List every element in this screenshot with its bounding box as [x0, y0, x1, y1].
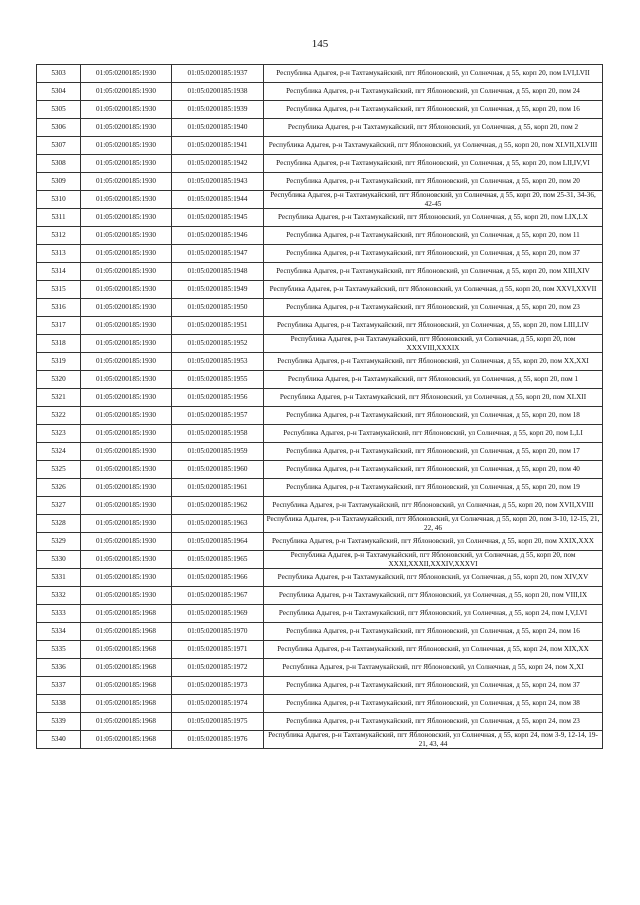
parent-cadastral-cell: 01:05:0200185:1930	[81, 533, 172, 551]
cadastral-number-cell: 01:05:0200185:1947	[172, 245, 264, 263]
row-number-cell: 5304	[37, 83, 81, 101]
parent-cadastral-cell: 01:05:0200185:1930	[81, 317, 172, 335]
parent-cadastral-cell: 01:05:0200185:1930	[81, 119, 172, 137]
row-number-cell: 5329	[37, 533, 81, 551]
table-row	[37, 713, 603, 731]
row-number-cell: 5313	[37, 245, 81, 263]
address-cell: Республика Адыгея, р-н Тахтамукайский, пгт Яблоновский, ул Солнечная, д 55, корп 20, пом 37	[264, 245, 603, 263]
table-row	[37, 425, 603, 443]
cadastral-number-cell: 01:05:0200185:1976	[172, 731, 264, 749]
parent-cadastral-cell: 01:05:0200185:1930	[81, 461, 172, 479]
registry-body	[37, 65, 603, 749]
cadastral-number-cell: 01:05:0200185:1946	[172, 227, 264, 245]
cadastral-number-cell: 01:05:0200185:1949	[172, 281, 264, 299]
table-row	[37, 137, 603, 155]
parent-cadastral-cell: 01:05:0200185:1930	[81, 83, 172, 101]
address-cell: Республика Адыгея, р-н Тахтамукайский, пгт Яблоновский, ул Солнечная, д 55, корп 20, пом 1	[264, 371, 603, 389]
address-cell: Республика Адыгея, р-н Тахтамукайский, пгт Яблоновский, ул Солнечная, д 55, корп 20, пом LIX,LX	[264, 209, 603, 227]
parent-cadastral-cell: 01:05:0200185:1968	[81, 641, 172, 659]
parent-cadastral-cell: 01:05:0200185:1930	[81, 173, 172, 191]
cadastral-number-cell: 01:05:0200185:1942	[172, 155, 264, 173]
address-cell: Республика Адыгея, р-н Тахтамукайский, пгт Яблоновский, ул Солнечная, д 55, корп 24, пом 37	[264, 677, 603, 695]
cadastral-number-cell: 01:05:0200185:1956	[172, 389, 264, 407]
address-cell: Республика Адыгея, р-н Тахтамукайский, пгт Яблоновский, ул Солнечная, д 55, корп 24, пом 16	[264, 623, 603, 641]
row-number-cell: 5303	[37, 65, 81, 83]
parent-cadastral-cell: 01:05:0200185:1930	[81, 101, 172, 119]
page-number: 145	[311, 38, 329, 50]
cadastral-number-cell: 01:05:0200185:1961	[172, 479, 264, 497]
address-cell: Республика Адыгея, р-н Тахтамукайский, пгт Яблоновский, ул Солнечная, д 55, корп 20, пом 17	[264, 443, 603, 461]
row-number-cell: 5305	[37, 101, 81, 119]
row-number-cell: 5321	[37, 389, 81, 407]
address-cell: Республика Адыгея, р-н Тахтамукайский, пгт Яблоновский, ул Солнечная, д 55, корп 24, пом 23	[264, 713, 603, 731]
address-cell: Республика Адыгея, р-н Тахтамукайский, пгт Яблоновский, ул Солнечная, д 55, корп 20, пом XLVII,XLVIII	[264, 137, 603, 155]
row-number-cell: 5314	[37, 263, 81, 281]
row-number-cell: 5324	[37, 443, 81, 461]
table-row	[37, 389, 603, 407]
parent-cadastral-cell: 01:05:0200185:1930	[81, 191, 172, 209]
cadastral-number-cell: 01:05:0200185:1950	[172, 299, 264, 317]
address-cell: Республика Адыгея, р-н Тахтамукайский, пгт Яблоновский, ул Солнечная, д 55, корп 20, пом 16	[264, 101, 603, 119]
row-number-cell: 5326	[37, 479, 81, 497]
row-number-cell: 5315	[37, 281, 81, 299]
row-number-cell: 5307	[37, 137, 81, 155]
table-row	[37, 209, 603, 227]
parent-cadastral-cell: 01:05:0200185:1930	[81, 281, 172, 299]
table-row	[37, 551, 603, 569]
parent-cadastral-cell: 01:05:0200185:1968	[81, 695, 172, 713]
address-cell: Республика Адыгея, р-н Тахтамукайский, пгт Яблоновский, ул Солнечная, д 55, корп 20, пом XVII,XVIII	[264, 497, 603, 515]
row-number-cell: 5336	[37, 659, 81, 677]
table-row	[37, 443, 603, 461]
row-number-cell: 5318	[37, 335, 81, 353]
cadastral-number-cell: 01:05:0200185:1937	[172, 65, 264, 83]
address-cell: Республика Адыгея, р-н Тахтамукайский, пгт Яблоновский, ул Солнечная, д 55, корп 20, пом 3-10, 12-15, 21, 22, 46	[264, 515, 603, 533]
cadastral-number-cell: 01:05:0200185:1959	[172, 443, 264, 461]
cadastral-number-cell: 01:05:0200185:1939	[172, 101, 264, 119]
cadastral-number-cell: 01:05:0200185:1974	[172, 695, 264, 713]
cadastral-number-cell: 01:05:0200185:1938	[172, 83, 264, 101]
table-row	[37, 731, 603, 749]
row-number-cell: 5335	[37, 641, 81, 659]
address-cell: Республика Адыгея, р-н Тахтамукайский, пгт Яблоновский, ул Солнечная, д 55, корп 20, пом VIII,IX	[264, 587, 603, 605]
table-row	[37, 119, 603, 137]
row-number-cell: 5337	[37, 677, 81, 695]
row-number-cell: 5306	[37, 119, 81, 137]
address-cell: Республика Адыгея, р-н Тахтамукайский, пгт Яблоновский, ул Солнечная, д 55, корп 20, пом L,LI	[264, 425, 603, 443]
cadastral-number-cell: 01:05:0200185:1970	[172, 623, 264, 641]
table-row	[37, 641, 603, 659]
cadastral-number-cell: 01:05:0200185:1957	[172, 407, 264, 425]
table-row	[37, 515, 603, 533]
cadastral-number-cell: 01:05:0200185:1966	[172, 569, 264, 587]
address-cell: Республика Адыгея, р-н Тахтамукайский, пгт Яблоновский, ул Солнечная, д 55, корп 20, пом 19	[264, 479, 603, 497]
parent-cadastral-cell: 01:05:0200185:1930	[81, 551, 172, 569]
address-cell: Республика Адыгея, р-н Тахтамукайский, пгт Яблоновский, ул Солнечная, д 55, корп 20, пом XXXVIII,XXXIX	[264, 335, 603, 353]
row-number-cell: 5308	[37, 155, 81, 173]
address-cell: Республика Адыгея, р-н Тахтамукайский, пгт Яблоновский, ул Солнечная, д 55, корп 20, пом XIV,XV	[264, 569, 603, 587]
parent-cadastral-cell: 01:05:0200185:1930	[81, 65, 172, 83]
table-row	[37, 155, 603, 173]
cadastral-number-cell: 01:05:0200185:1953	[172, 353, 264, 371]
table-row	[37, 245, 603, 263]
row-number-cell: 5334	[37, 623, 81, 641]
table-row	[37, 587, 603, 605]
parent-cadastral-cell: 01:05:0200185:1968	[81, 605, 172, 623]
row-number-cell: 5317	[37, 317, 81, 335]
parent-cadastral-cell: 01:05:0200185:1968	[81, 713, 172, 731]
parent-cadastral-cell: 01:05:0200185:1930	[81, 407, 172, 425]
parent-cadastral-cell: 01:05:0200185:1930	[81, 263, 172, 281]
row-number-cell: 5310	[37, 191, 81, 209]
table-row	[37, 569, 603, 587]
address-cell: Республика Адыгея, р-н Тахтамукайский, пгт Яблоновский, ул Солнечная, д 55, корп 24, пом XIX,XX	[264, 641, 603, 659]
cadastral-number-cell: 01:05:0200185:1962	[172, 497, 264, 515]
cadastral-number-cell: 01:05:0200185:1967	[172, 587, 264, 605]
parent-cadastral-cell: 01:05:0200185:1968	[81, 659, 172, 677]
row-number-cell: 5333	[37, 605, 81, 623]
cadastral-number-cell: 01:05:0200185:1969	[172, 605, 264, 623]
table-row	[37, 65, 603, 83]
address-cell: Республика Адыгея, р-н Тахтамукайский, пгт Яблоновский, ул Солнечная, д 55, корп 20, пом XLXII	[264, 389, 603, 407]
table-row	[37, 623, 603, 641]
cadastral-number-cell: 01:05:0200185:1971	[172, 641, 264, 659]
row-number-cell: 5339	[37, 713, 81, 731]
table-row	[37, 83, 603, 101]
address-cell: Республика Адыгея, р-н Тахтамукайский, пгт Яблоновский, ул Солнечная, д 55, корп 20, пом XXIX,XXX	[264, 533, 603, 551]
row-number-cell: 5340	[37, 731, 81, 749]
row-number-cell: 5338	[37, 695, 81, 713]
table-row	[37, 677, 603, 695]
row-number-cell: 5323	[37, 425, 81, 443]
address-cell: Республика Адыгея, р-н Тахтамукайский, пгт Яблоновский, ул Солнечная, д 55, корп 20, пом XXVI,XXVII	[264, 281, 603, 299]
parent-cadastral-cell: 01:05:0200185:1930	[81, 389, 172, 407]
row-number-cell: 5325	[37, 461, 81, 479]
parent-cadastral-cell: 01:05:0200185:1930	[81, 443, 172, 461]
table-row	[37, 659, 603, 677]
address-cell: Республика Адыгея, р-н Тахтамукайский, пгт Яблоновский, ул Солнечная, д 55, корп 20, пом 2	[264, 119, 603, 137]
cadastral-number-cell: 01:05:0200185:1965	[172, 551, 264, 569]
parent-cadastral-cell: 01:05:0200185:1930	[81, 497, 172, 515]
cadastral-number-cell: 01:05:0200185:1943	[172, 173, 264, 191]
row-number-cell: 5312	[37, 227, 81, 245]
address-cell: Республика Адыгея, р-н Тахтамукайский, пгт Яблоновский, ул Солнечная, д 55, корп 20, пом XX,XXI	[264, 353, 603, 371]
parent-cadastral-cell: 01:05:0200185:1930	[81, 209, 172, 227]
cadastral-number-cell: 01:05:0200185:1948	[172, 263, 264, 281]
parent-cadastral-cell: 01:05:0200185:1930	[81, 335, 172, 353]
cadastral-number-cell: 01:05:0200185:1973	[172, 677, 264, 695]
address-cell: Республика Адыгея, р-н Тахтамукайский, пгт Яблоновский, ул Солнечная, д 55, корп 20, пом XXXI,XXXII,XXXIV,XXXVI	[264, 551, 603, 569]
address-cell: Республика Адыгея, р-н Тахтамукайский, пгт Яблоновский, ул Солнечная, д 55, корп 20, пом LVI,LVII	[264, 65, 603, 83]
address-cell: Республика Адыгея, р-н Тахтамукайский, пгт Яблоновский, ул Солнечная, д 55, корп 24, пом I,V,LVI	[264, 605, 603, 623]
cadastral-number-cell: 01:05:0200185:1960	[172, 461, 264, 479]
cadastral-number-cell: 01:05:0200185:1945	[172, 209, 264, 227]
address-cell: Республика Адыгея, р-н Тахтамукайский, пгт Яблоновский, ул Солнечная, д 55, корп 20, пом 11	[264, 227, 603, 245]
table-row	[37, 101, 603, 119]
parent-cadastral-cell: 01:05:0200185:1930	[81, 137, 172, 155]
parent-cadastral-cell: 01:05:0200185:1968	[81, 677, 172, 695]
cadastral-number-cell: 01:05:0200185:1940	[172, 119, 264, 137]
address-cell: Республика Адыгея, р-н Тахтамукайский, пгт Яблоновский, ул Солнечная, д 55, корп 20, пом 20	[264, 173, 603, 191]
parent-cadastral-cell: 01:05:0200185:1930	[81, 479, 172, 497]
table-row	[37, 695, 603, 713]
row-number-cell: 5330	[37, 551, 81, 569]
table-row	[37, 299, 603, 317]
table-row	[37, 479, 603, 497]
parent-cadastral-cell: 01:05:0200185:1930	[81, 569, 172, 587]
cadastral-number-cell: 01:05:0200185:1955	[172, 371, 264, 389]
table-row	[37, 335, 603, 353]
cadastral-number-cell: 01:05:0200185:1963	[172, 515, 264, 533]
table-row	[37, 263, 603, 281]
cadastral-number-cell: 01:05:0200185:1941	[172, 137, 264, 155]
row-number-cell: 5311	[37, 209, 81, 227]
parent-cadastral-cell: 01:05:0200185:1930	[81, 299, 172, 317]
cadastral-number-cell: 01:05:0200185:1944	[172, 191, 264, 209]
parent-cadastral-cell: 01:05:0200185:1930	[81, 587, 172, 605]
cadastral-number-cell: 01:05:0200185:1952	[172, 335, 264, 353]
table-row	[37, 227, 603, 245]
table-row	[37, 371, 603, 389]
table-row	[37, 173, 603, 191]
table-row	[37, 191, 603, 209]
address-cell: Республика Адыгея, р-н Тахтамукайский, пгт Яблоновский, ул Солнечная, д 55, корп 24, пом 3-9, 12-14, 19-21, 43, 44	[264, 731, 603, 749]
parent-cadastral-cell: 01:05:0200185:1930	[81, 353, 172, 371]
row-number-cell: 5320	[37, 371, 81, 389]
row-number-cell: 5319	[37, 353, 81, 371]
cadastral-number-cell: 01:05:0200185:1958	[172, 425, 264, 443]
address-cell: Республика Адыгея, р-н Тахтамукайский, пгт Яблоновский, ул Солнечная, д 55, корп 20, пом 23	[264, 299, 603, 317]
parent-cadastral-cell: 01:05:0200185:1930	[81, 155, 172, 173]
address-cell: Республика Адыгея, р-н Тахтамукайский, пгт Яблоновский, ул Солнечная, д 55, корп 24, пом X,XI	[264, 659, 603, 677]
parent-cadastral-cell: 01:05:0200185:1930	[81, 425, 172, 443]
parent-cadastral-cell: 01:05:0200185:1930	[81, 371, 172, 389]
address-cell: Республика Адыгея, р-н Тахтамукайский, пгт Яблоновский, ул Солнечная, д 55, корп 20, пом LII,IV,VI	[264, 155, 603, 173]
row-number-cell: 5316	[37, 299, 81, 317]
address-cell: Республика Адыгея, р-н Тахтамукайский, пгт Яблоновский, ул Солнечная, д 55, корп 20, пом XIII,XIV	[264, 263, 603, 281]
parent-cadastral-cell: 01:05:0200185:1968	[81, 623, 172, 641]
table-row	[37, 461, 603, 479]
table-row	[37, 497, 603, 515]
address-cell: Республика Адыгея, р-н Тахтамукайский, пгт Яблоновский, ул Солнечная, д 55, корп 20, пом 24	[264, 83, 603, 101]
row-number-cell: 5309	[37, 173, 81, 191]
cadastral-number-cell: 01:05:0200185:1972	[172, 659, 264, 677]
address-cell: Республика Адыгея, р-н Тахтамукайский, пгт Яблоновский, ул Солнечная, д 55, корп 20, пом 40	[264, 461, 603, 479]
registry-table	[36, 64, 603, 749]
address-cell: Республика Адыгея, р-н Тахтамукайский, пгт Яблоновский, ул Солнечная, д 55, корп 20, пом 18	[264, 407, 603, 425]
parent-cadastral-cell: 01:05:0200185:1930	[81, 245, 172, 263]
row-number-cell: 5322	[37, 407, 81, 425]
address-cell: Республика Адыгея, р-н Тахтамукайский, пгт Яблоновский, ул Солнечная, д 55, корп 20, пом 25-31, 34-36, 42-45	[264, 191, 603, 209]
address-cell: Республика Адыгея, р-н Тахтамукайский, пгт Яблоновский, ул Солнечная, д 55, корп 20, пом LIII,LIV	[264, 317, 603, 335]
row-number-cell: 5331	[37, 569, 81, 587]
row-number-cell: 5328	[37, 515, 81, 533]
cadastral-number-cell: 01:05:0200185:1964	[172, 533, 264, 551]
parent-cadastral-cell: 01:05:0200185:1930	[81, 227, 172, 245]
table-row	[37, 533, 603, 551]
address-cell: Республика Адыгея, р-н Тахтамукайский, пгт Яблоновский, ул Солнечная, д 55, корп 24, пом 38	[264, 695, 603, 713]
cadastral-number-cell: 01:05:0200185:1975	[172, 713, 264, 731]
parent-cadastral-cell: 01:05:0200185:1930	[81, 515, 172, 533]
row-number-cell: 5327	[37, 497, 81, 515]
table-row	[37, 407, 603, 425]
parent-cadastral-cell: 01:05:0200185:1968	[81, 731, 172, 749]
row-number-cell: 5332	[37, 587, 81, 605]
table-row	[37, 605, 603, 623]
cadastral-number-cell: 01:05:0200185:1951	[172, 317, 264, 335]
table-row	[37, 317, 603, 335]
table-row	[37, 353, 603, 371]
table-row	[37, 281, 603, 299]
